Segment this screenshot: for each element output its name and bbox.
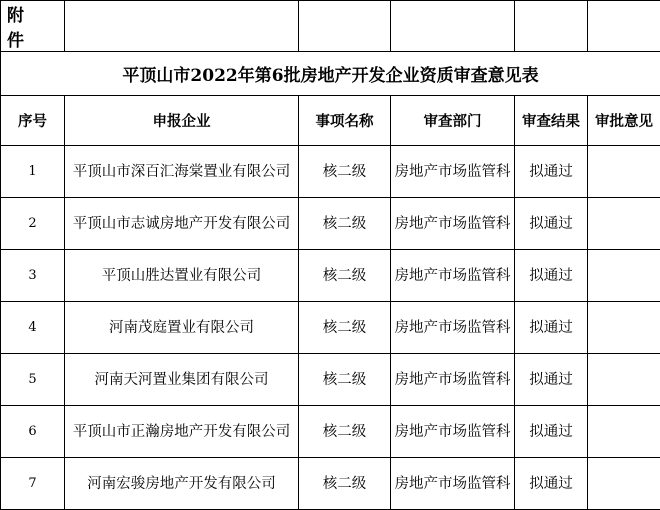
- cell-result: 拟通过: [515, 354, 588, 406]
- cell-item: 核二级: [299, 406, 391, 458]
- empty-cell: [299, 1, 391, 52]
- empty-cell: [588, 1, 660, 52]
- cell-result: 拟通过: [515, 302, 588, 354]
- cell-approval: [588, 354, 660, 406]
- cell-item: 核二级: [299, 250, 391, 302]
- table-row: [1, 146, 660, 198]
- cell-seq: 2: [1, 198, 65, 250]
- cell-item: 核二级: [299, 302, 391, 354]
- header-approval: 审批意见: [588, 96, 660, 146]
- cell-seq: 5: [1, 354, 65, 406]
- cell-approval: [588, 250, 660, 302]
- cell-company: 河南宏骏房地产开发有限公司: [65, 458, 299, 510]
- table-row: [1, 250, 660, 302]
- empty-cell: [391, 1, 515, 52]
- header-dept: 审查部门: [391, 96, 515, 146]
- cell-dept: 房地产市场监管科: [391, 302, 515, 354]
- annex-row: [1, 1, 660, 52]
- cell-company: 平顶山胜达置业有限公司: [65, 250, 299, 302]
- cell-item: 核二级: [299, 458, 391, 510]
- table-row: [1, 354, 660, 406]
- annex-label: 附 件: [1, 1, 65, 52]
- table-title: 平顶山市2022年第6批房地产开发企业资质审查意见表: [1, 52, 660, 96]
- cell-result: 拟通过: [515, 198, 588, 250]
- table-row: [1, 458, 660, 510]
- cell-dept: 房地产市场监管科: [391, 458, 515, 510]
- cell-dept: 房地产市场监管科: [391, 146, 515, 198]
- cell-result: 拟通过: [515, 146, 588, 198]
- cell-dept: 房地产市场监管科: [391, 198, 515, 250]
- cell-company: 河南天河置业集团有限公司: [65, 354, 299, 406]
- table-row: [1, 302, 660, 354]
- cell-approval: [588, 406, 660, 458]
- empty-cell: [515, 1, 588, 52]
- header-seq: 序号: [1, 96, 65, 146]
- cell-company: 平顶山市志诚房地产开发有限公司: [65, 198, 299, 250]
- cell-dept: 房地产市场监管科: [391, 354, 515, 406]
- cell-seq: 1: [1, 146, 65, 198]
- cell-dept: 房地产市场监管科: [391, 406, 515, 458]
- title-row: [1, 52, 660, 96]
- table-row: [1, 406, 660, 458]
- cell-approval: [588, 146, 660, 198]
- cell-company: 平顶山市深百汇海棠置业有限公司: [65, 146, 299, 198]
- header-row: [1, 96, 660, 146]
- cell-seq: 4: [1, 302, 65, 354]
- cell-company: 河南茂庭置业有限公司: [65, 302, 299, 354]
- cell-seq: 7: [1, 458, 65, 510]
- table-body: [1, 146, 660, 510]
- cell-seq: 6: [1, 406, 65, 458]
- cell-item: 核二级: [299, 146, 391, 198]
- cell-result: 拟通过: [515, 250, 588, 302]
- cell-result: 拟通过: [515, 458, 588, 510]
- header-item: 事项名称: [299, 96, 391, 146]
- cell-dept: 房地产市场监管科: [391, 250, 515, 302]
- cell-item: 核二级: [299, 354, 391, 406]
- cell-company: 平顶山市正瀚房地产开发有限公司: [65, 406, 299, 458]
- header-company: 申报企业: [65, 96, 299, 146]
- table-row: [1, 198, 660, 250]
- cell-approval: [588, 458, 660, 510]
- empty-cell: [65, 1, 299, 52]
- cell-seq: 3: [1, 250, 65, 302]
- cell-approval: [588, 198, 660, 250]
- header-result: 审查结果: [515, 96, 588, 146]
- cell-result: 拟通过: [515, 406, 588, 458]
- cell-approval: [588, 302, 660, 354]
- cell-item: 核二级: [299, 198, 391, 250]
